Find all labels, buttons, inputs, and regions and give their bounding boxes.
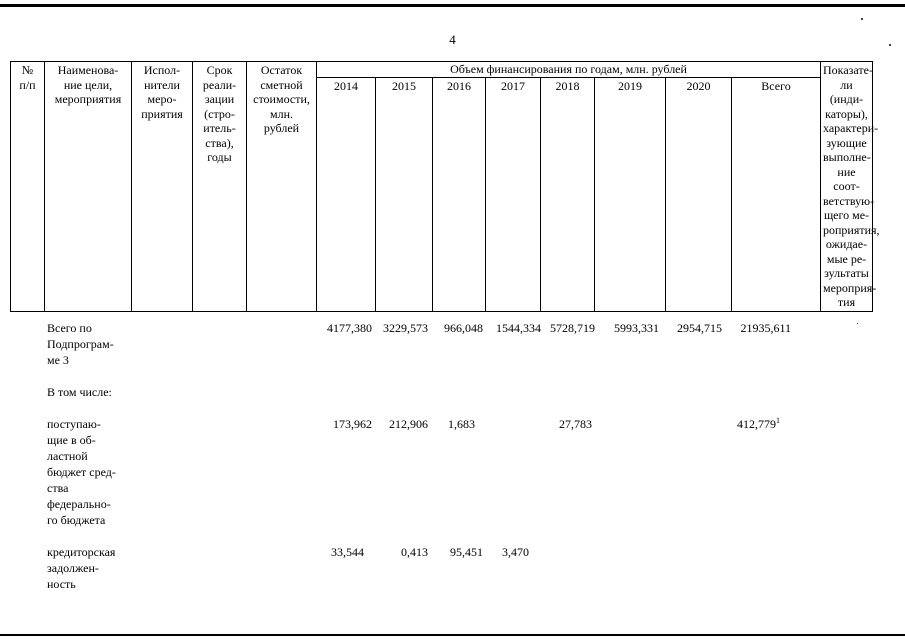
header-year-2017: 2017 [486,77,541,311]
header-year-2019: 2019 [595,77,666,311]
row-label-including: В том числе: [47,385,112,399]
scan-speck [861,18,863,20]
row-federal-2016: 1,683 [448,417,475,431]
header-executors: Испол- нители меро- приятия [132,62,193,312]
header-num: № п/п [11,62,45,312]
scan-speck [889,44,891,46]
top-border-line [0,4,905,7]
financing-table-header [10,61,880,312]
row-payables-2017: 3,470 [502,545,529,559]
header-year-2014: 2014 [317,77,376,311]
row-label-federal: поступаю- щие в об- ластной бюджет сред- ства федерально- го бюджета [47,417,116,527]
row-label-payables: кредиторская задолжен- ность [47,545,116,591]
bottom-border-line [0,634,905,636]
header-financing-title: Объем финансирования по годам, млн. рублей [317,62,821,78]
header-year-2015: 2015 [376,77,433,311]
row-total-2020: 2954,715 [677,321,722,335]
row-federal-total: 412,779$^1$ [737,416,780,431]
row-total-2014: 4177,380 [327,321,372,335]
header-remainder: Остаток сметной стоимости, млн. рублей [247,62,317,312]
row-total-2018: 5728,719 [550,321,595,335]
row-total-all: 21935,611 [740,321,791,335]
scan-speck [857,323,858,324]
row-federal-2015: 212,906 [389,417,428,431]
row-total-2019: 5993,331 [614,321,659,335]
row-federal-2018: 27,783 [559,417,592,431]
header-year-2018: 2018 [541,77,595,311]
header-year-2020: 2020 [666,77,732,311]
row-payables-2014: 33,544 [331,545,364,559]
header-term: Срок реали- зации (стро- итель- ства), годы [193,62,247,312]
header-indicators: Показате- ли (инди- каторы), характери- зующие выполне- ние соот- ветствую- щего ме- роприятия, ожидае- мые ре- зультаты мероприя- тия [821,62,873,312]
header-year-2016: 2016 [433,77,486,311]
header-name: Наименова- ние цели, мероприятия [45,62,132,312]
footnote-marker: 1 [776,416,780,425]
row-federal-2014: 173,962 [333,417,372,431]
row-total-2016: 966,048 [444,321,483,335]
row-label-total: Всего по Подпрограм- ме 3 [47,321,114,367]
page-number: 4 [449,32,456,47]
row-payables-2016: 95,451 [450,545,483,559]
row-payables-2015: 0,413 [401,545,428,559]
row-total-2015: 3229,573 [383,321,428,335]
header-total: Всего [732,77,821,311]
row-total-2017: 1544,334 [496,321,541,335]
